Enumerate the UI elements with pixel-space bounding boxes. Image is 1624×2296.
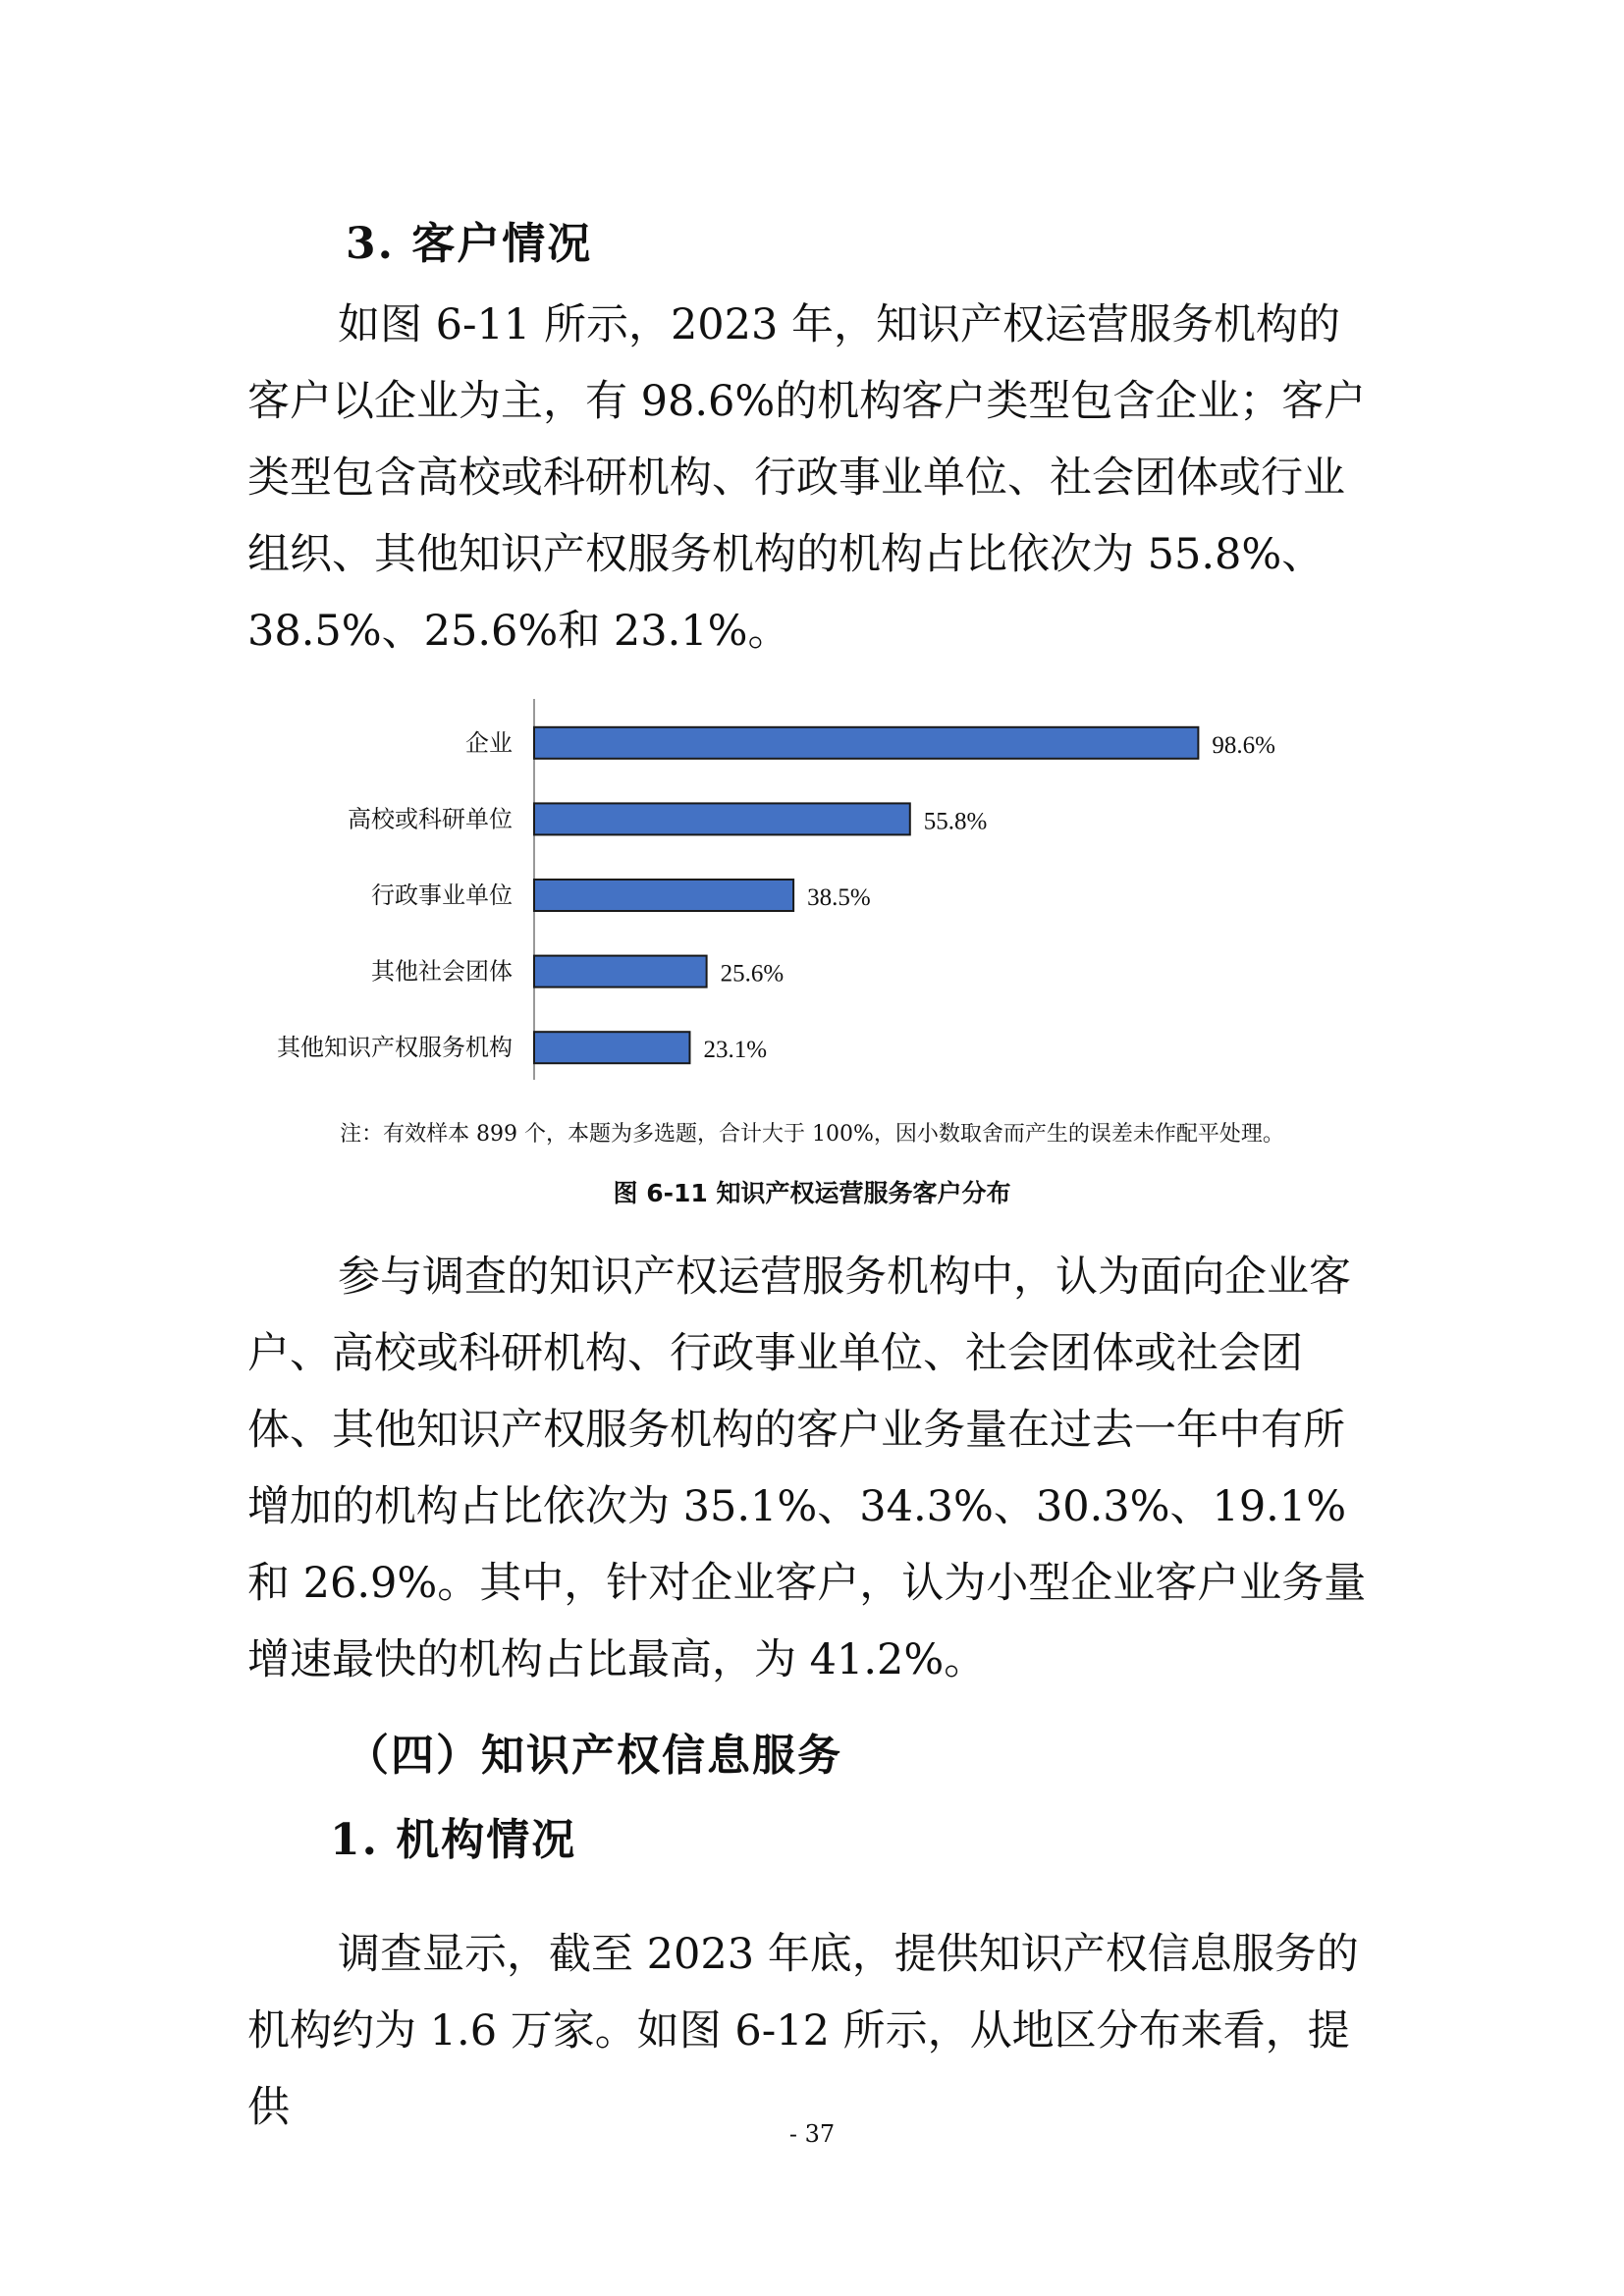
category-label: 企业 [465,728,513,757]
paragraph-text: 参与调查的知识产权运营服务机构中，认为面向企业客户、高校或科研机构、行政事业单位、社会团体或社会团体、其他知识产权服务机构的客户业务量在过去一年中有所增加的机构占比依次为 35.1%、34.3%、30.3%、19.1%和 26.9%。其中，针对企业客户，认为小型企业客户业务量增速最快的机构占比最高，为 41.2%。 [247,1253,1367,1684]
paragraph-text: 调查显示，截至 2023 年底，提供知识产权信息服务的机构约为 1.6 万家。如图 6-12 所示，从地区分布来看，提供 [247,1930,1359,2132]
bar-2 [534,880,793,911]
value-label: 25.6% [720,960,785,988]
category-label: 其他社会团体 [371,957,513,986]
bar-chart-svg [0,687,1624,1109]
paragraph-customer-types [247,287,1377,669]
section-heading-customers: 3. 客户情况 [346,219,593,269]
category-label: 行政事业单位 [371,881,513,909]
paragraph-text: 如图 6-11 所示，2023 年，知识产权运营服务机构的客户以企业为主，有 98.6%的机构客户类型包含企业；客户类型包含高校或科研机构、行政事业单位、社会团体或行业组织、其他知识产权服务机构的机构占比依次为 55.8%、38.5%、25.6%和 23.1%。 [247,300,1367,656]
figure-caption: 图 6-11 知识产权运营服务客户分布 [613,1179,1011,1207]
category-label: 其他知识产权服务机构 [277,1034,513,1062]
section-heading-info-services: （四）知识产权信息服务 [346,1731,842,1781]
subsection-heading-institutions: 1. 机构情况 [330,1815,577,1865]
bar-4 [534,1032,689,1063]
paragraph-institution-count [247,1916,1377,2146]
value-label: 98.6% [1212,731,1275,759]
bar-3 [534,956,707,988]
page-number: - 37 [788,2120,836,2148]
value-label: 55.8% [923,808,988,835]
bar-0 [534,727,1198,759]
value-label: 38.5% [807,884,871,911]
category-label: 高校或科研单位 [348,805,513,833]
bar-1 [534,803,910,834]
paragraph-business-growth [247,1239,1377,1698]
value-label: 23.1% [703,1037,768,1064]
customer-distribution-chart [0,687,1624,1109]
chart-note: 注：有效样本 899 个，本题为多选题，合计大于 100%，因小数取舍而产生的误差未作配平处理。 [340,1122,1284,1147]
